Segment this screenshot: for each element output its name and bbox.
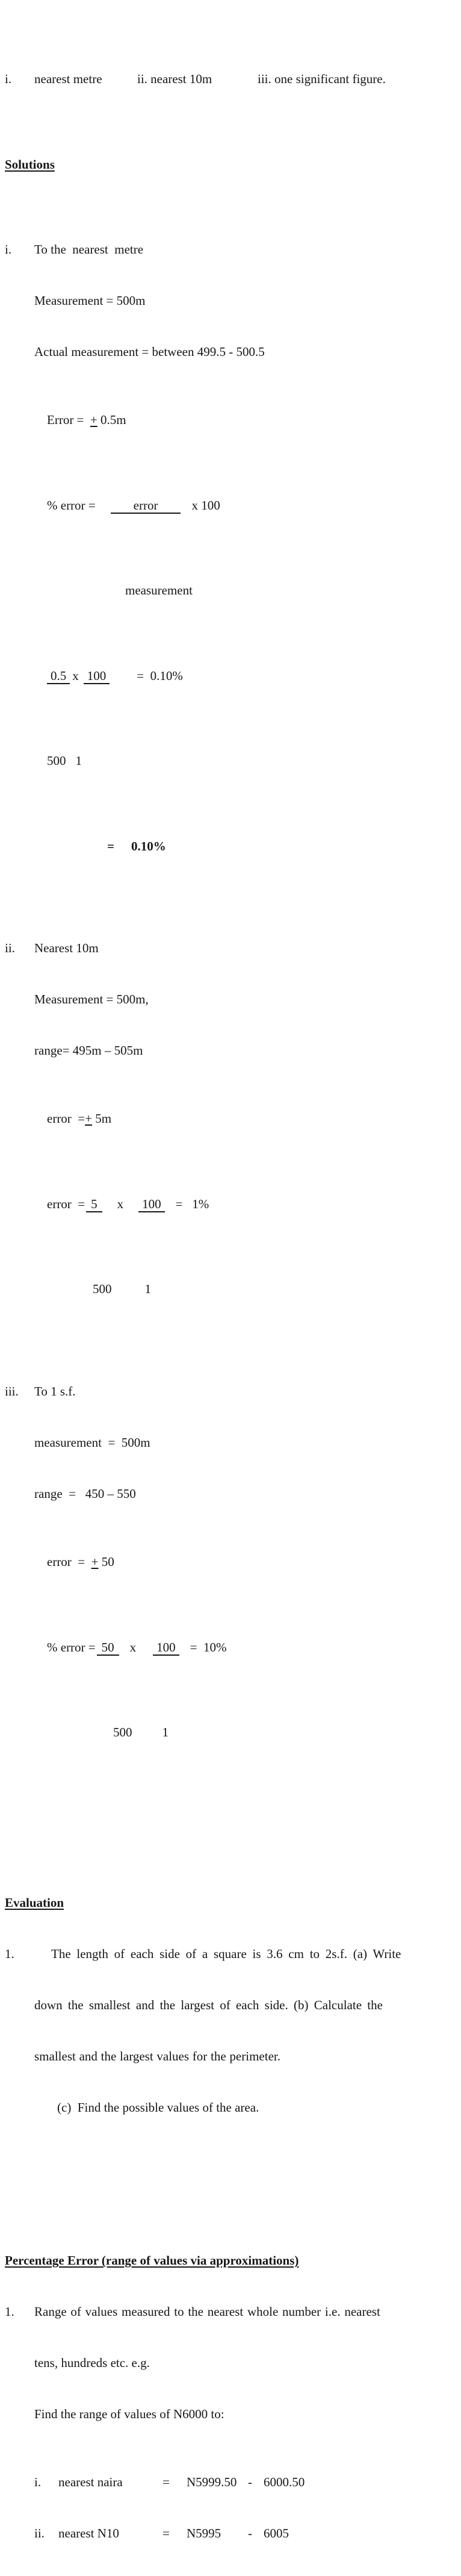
plus-minus-sign: + xyxy=(85,1111,92,1126)
calc-denominator-2: 1 xyxy=(144,1282,151,1297)
range-row-to: 6005 xyxy=(264,2525,289,2540)
error-value: 0.5m xyxy=(97,413,126,428)
solution-iii-title-line xyxy=(5,1383,455,1400)
solution-iii-range-line: range = 450 – 550 xyxy=(34,1486,136,1501)
section-gap xyxy=(5,2167,455,2184)
evaluation-text-line-3: smallest and the largest values for the perimeter. xyxy=(34,2048,280,2063)
solution-i-formula-denominator-line xyxy=(34,565,455,616)
calc-denominator-1: 500 xyxy=(93,1282,112,1297)
solution-iii-measurement-line: measurement = 500m xyxy=(34,1435,150,1450)
range-row-to: 6000.50 xyxy=(264,2475,305,2490)
measurement-options-line xyxy=(5,70,455,87)
solution-i-error-line xyxy=(34,395,455,446)
fraction-denominator: measurement xyxy=(125,583,193,598)
percentage-error-item-line-1 xyxy=(5,2303,455,2320)
calc-result: = 0.10% xyxy=(137,668,183,683)
section-gap xyxy=(5,1809,455,1826)
option-i-label: nearest metre xyxy=(34,72,102,87)
range-row-ii xyxy=(34,2525,455,2542)
times-100: x 100 xyxy=(191,497,220,513)
range-row-label: nearest N10 xyxy=(58,2525,119,2540)
solutions-heading: Solutions xyxy=(5,157,55,172)
calc-denominator-2: 1 xyxy=(75,753,82,769)
calc-result: = 10% xyxy=(190,1639,227,1654)
error-value: 5m xyxy=(92,1111,112,1126)
calc-denominator-1: 500 xyxy=(47,753,66,769)
percentage-error-text-line-3: Find the range of values of N6000 to: xyxy=(34,2406,224,2421)
range-row-label: nearest naira xyxy=(58,2475,123,2490)
solution-i-result-line xyxy=(34,820,455,872)
solution-iii-calculation-line xyxy=(34,1621,455,1673)
multiply-sign: x xyxy=(72,668,79,683)
solution-i-calculation-line xyxy=(34,650,455,701)
solution-iii-error-line xyxy=(34,1536,455,1588)
range-row-dash: - xyxy=(248,2525,252,2540)
option-i-marker: i. xyxy=(5,72,12,87)
calc-prefix: error = xyxy=(47,1196,85,1211)
evaluation-text-line-1: The length of each side of a square is 3.6 cm to 2s.f. (a) Write xyxy=(51,1946,401,1961)
error-prefix: error = xyxy=(47,1111,85,1126)
range-row-equals: = xyxy=(162,2475,170,2490)
calc-numerator-1: 5 xyxy=(86,1197,102,1212)
solution-i-actual-line: Actual measurement = between 499.5 - 500.5 xyxy=(34,344,265,359)
solution-i-marker: i. xyxy=(5,242,12,257)
plus-minus-sign: + xyxy=(90,413,97,428)
percentage-error-item-marker: 1. xyxy=(5,2304,14,2319)
solution-ii-measurement-line: Measurement = 500m, xyxy=(34,992,149,1007)
range-row-dash: - xyxy=(248,2475,252,2490)
solution-iii-title: To 1 s.f. xyxy=(34,1384,76,1399)
result-equals: = xyxy=(107,838,114,853)
percentage-error-heading: Percentage Error (range of values via approximations) xyxy=(5,2253,299,2268)
solution-ii-error-line xyxy=(34,1093,455,1144)
percentage-error-heading-line xyxy=(5,2252,455,2269)
solution-iii-calculation-denominator-line xyxy=(34,1707,455,1758)
solution-i-calculation-denominator-line xyxy=(34,735,455,787)
solution-i-title: To the nearest metre xyxy=(34,242,144,257)
solution-ii-title: Nearest 10m xyxy=(34,941,99,956)
multiply-sign: x xyxy=(117,1196,124,1211)
solution-ii-calculation-line xyxy=(34,1178,455,1229)
solution-iii-marker: iii. xyxy=(5,1384,19,1399)
solutions-heading-line xyxy=(5,156,455,173)
plus-minus-sign: + xyxy=(91,1555,99,1570)
solution-ii-title-line xyxy=(5,940,455,956)
range-row-from: N5995 xyxy=(187,2525,221,2540)
option-iii-label: iii. one significant figure. xyxy=(258,72,386,87)
evaluation-item-marker: 1. xyxy=(5,1946,14,1961)
calc-prefix: % error = xyxy=(47,1639,96,1654)
result-value: 0.10% xyxy=(131,838,166,853)
error-value: 50 xyxy=(98,1555,114,1570)
calc-numerator-1: 50 xyxy=(97,1641,119,1656)
percentage-error-text-line-1: Range of values measured to the nearest whole number i.e. nearest xyxy=(34,2304,380,2319)
calc-numerator-1: 0.5 xyxy=(47,669,70,684)
solution-i-title-line xyxy=(5,241,455,258)
solution-i-percent-formula-line xyxy=(34,479,455,531)
solution-i-measurement-line: Measurement = 500m xyxy=(34,293,146,308)
range-row-equals: = xyxy=(162,2525,170,2540)
solution-ii-range-line: range= 495m – 505m xyxy=(34,1043,143,1058)
calc-numerator-2: 100 xyxy=(153,1641,179,1656)
range-row-marker: i. xyxy=(34,2475,42,2490)
evaluation-text-line-2: down the smallest and the largest of each side. (b) Calculate the xyxy=(34,1997,383,2012)
calc-numerator-2: 100 xyxy=(138,1197,165,1212)
error-prefix: Error = xyxy=(47,413,90,428)
multiply-sign: x xyxy=(129,1639,137,1654)
calc-denominator-2: 1 xyxy=(162,1724,169,1739)
percentage-error-text-line-2: tens, hundreds etc. e.g. xyxy=(34,2355,150,2370)
calc-denominator-1: 500 xyxy=(113,1724,132,1739)
solution-ii-marker: ii. xyxy=(5,941,15,956)
fraction-numerator: error xyxy=(111,499,181,514)
range-row-from: N5999.50 xyxy=(187,2475,237,2490)
range-row-i xyxy=(34,2474,455,2490)
range-row-marker: ii. xyxy=(34,2525,45,2540)
evaluation-heading: Evaluation xyxy=(5,1895,64,1910)
calc-numerator-2: 100 xyxy=(84,669,110,684)
option-ii-label: ii. nearest 10m xyxy=(137,72,212,87)
error-prefix: error = xyxy=(47,1555,91,1570)
calc-result: = 1% xyxy=(175,1196,209,1211)
evaluation-text-line-4: (c) Find the possible values of the area. xyxy=(57,2100,259,2115)
evaluation-heading-line xyxy=(5,1894,455,1911)
evaluation-item-line-1 xyxy=(5,1945,455,1962)
solution-ii-calculation-denominator-line xyxy=(34,1264,455,1315)
percent-error-prefix: % error = xyxy=(47,497,96,513)
